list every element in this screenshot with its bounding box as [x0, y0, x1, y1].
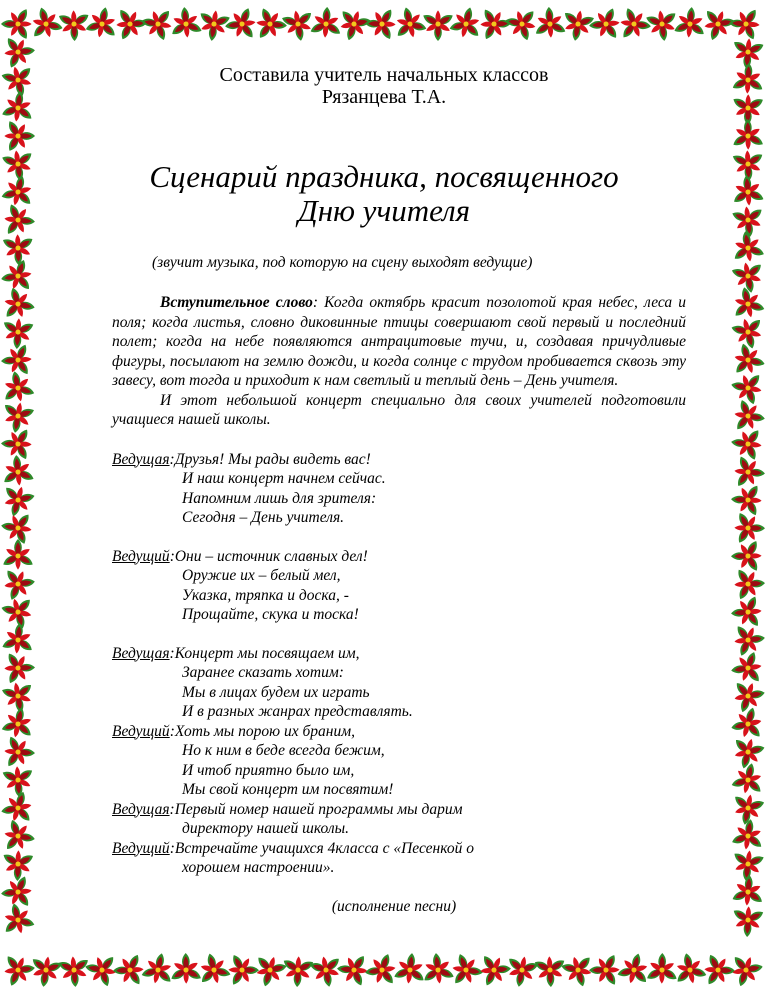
intro-label: Вступительное слово — [160, 294, 313, 311]
poinsettia-flower-icon — [670, 950, 709, 987]
poinsettia-flower-icon — [727, 339, 768, 378]
poinsettia-flower-icon — [0, 946, 39, 990]
speaker-label: Ведущая — [112, 800, 170, 818]
speaker-label: Ведущий — [112, 839, 170, 857]
poinsettia-flower-icon — [732, 397, 767, 435]
dialog-line: Друзья! Мы рады видеть вас! — [174, 450, 371, 468]
poinsettia-flower-icon — [1, 7, 32, 40]
poinsettia-flower-icon — [2, 817, 38, 855]
document-page — [112, 64, 686, 916]
poinsettia-flower-icon — [639, 949, 682, 993]
poinsettia-flower-icon — [727, 364, 768, 409]
poinsettia-flower-icon — [194, 949, 234, 987]
intro-paragraph-2: И этот небольшой концерт специально для своих учителей подготовили учащиеся нашей школы. — [112, 391, 686, 428]
dialog-line: Концерт мы посвящаем им, — [174, 644, 360, 662]
poinsettia-flower-icon — [727, 533, 768, 576]
poinsettia-flower-icon — [724, 672, 768, 717]
poinsettia-flower-icon — [613, 949, 658, 994]
poinsettia-flower-icon — [109, 947, 153, 989]
dialog-line: Напомним лишь для зрителя: — [182, 489, 377, 507]
poinsettia-flower-icon — [228, 953, 259, 987]
poinsettia-flower-icon — [728, 897, 768, 941]
poinsettia-flower-icon — [247, 3, 292, 47]
dialog-block-3: Ведущая : Концерт мы посвящаем им, Заранее сказать хотим: Мы в лицах будем их играть И в разных жанрах представлять. — [112, 644, 686, 722]
poinsettia-flower-icon — [0, 758, 38, 801]
stage-note: (звучит музыка, под которую на сцену выходят ведущие) — [152, 254, 533, 271]
dialog-line: И чтоб приятно было им, — [182, 761, 355, 779]
poinsettia-flower-icon — [668, 3, 709, 46]
poinsettia-flower-icon — [0, 116, 39, 159]
author-line-2: Рязанцева Т.А. — [321, 86, 447, 108]
poinsettia-flower-icon — [168, 5, 204, 39]
dialog-block-5: Ведущая : Первый номер нашей программы мы дарим директору нашей школы. — [112, 800, 686, 839]
poinsettia-flower-icon — [108, 4, 151, 46]
poinsettia-flower-icon — [725, 451, 768, 495]
poinsettia-flower-icon — [419, 949, 460, 992]
poinsettia-flower-icon — [25, 3, 65, 42]
poinsettia-flower-icon — [725, 1, 768, 45]
poinsettia-flower-icon — [0, 451, 40, 494]
poinsettia-flower-icon — [0, 703, 42, 748]
performance-note: (исполнение песни) — [331, 897, 457, 915]
dialog-line: И в разных жанрах представлять. — [182, 703, 413, 720]
poinsettia-flower-icon — [704, 953, 736, 988]
poinsettia-flower-icon — [0, 482, 38, 521]
intro-text-1: : Когда октябрь красит позолотой края небес, леса и поля; когда листья, словно диковинные птицы совершают свой первый и последний полет; когда на небе появляются антрацитовые тучи, и, создавая причудливые фигуры, посылают на землю дожди, и когда солнце с трудом пробивается сквозь эту завесу, вот тогда и приходит к нам светлый и теплый день – День учителя. — [112, 294, 686, 389]
dialog-block-1: Ведущая : Друзья! Мы рады видеть вас! И наш концерт начнем сейчас. Напомним лишь для зрителя: Сегодня – День учителя. — [112, 450, 686, 528]
poinsettia-flower-icon — [0, 339, 41, 383]
poinsettia-flower-icon — [1, 234, 35, 266]
dialog-line: Встречайте учащихся 4класса с «Песенкой о — [174, 839, 474, 857]
poinsettia-flower-icon — [3, 202, 37, 238]
poinsettia-flower-icon — [558, 950, 595, 989]
poinsettia-flower-icon — [1, 850, 35, 882]
poinsettia-flower-icon — [730, 874, 766, 907]
dialog-block-6: Ведущий : Встречайте учащихся 4класса с «Песенкой о хорошем настроении». — [112, 839, 686, 878]
poinsettia-flower-icon — [361, 4, 405, 47]
intro-section — [112, 293, 686, 430]
poinsettia-flower-icon — [727, 759, 768, 804]
speaker-label: Ведущая — [112, 644, 170, 662]
poinsettia-flower-icon — [0, 28, 39, 72]
dialog-section — [112, 450, 686, 878]
dialog-line: Сегодня – День учителя. — [182, 509, 345, 526]
poinsettia-flower-icon — [585, 947, 629, 990]
poinsettia-flower-icon — [308, 6, 343, 39]
poinsettia-flower-icon — [0, 142, 37, 184]
title-line-1: Сценарий праздника, посвященного — [149, 159, 619, 194]
dialog-line: Хоть мы порою их браним, — [174, 722, 355, 740]
speaker-label: Ведущий — [112, 722, 170, 740]
poinsettia-flower-icon — [363, 951, 398, 989]
author-block — [82, 64, 686, 108]
poinsettia-flower-icon — [0, 283, 38, 322]
dialog-line: Первый номер нашей программы мы дарим — [174, 800, 463, 818]
poinsettia-flower-icon — [725, 505, 768, 548]
poinsettia-flower-icon — [0, 87, 42, 132]
poinsettia-flower-icon — [0, 310, 41, 353]
dialog-line: Мы свой концерт им посвятим! — [182, 781, 394, 798]
dialog-line: Но к ним в беде всегда бежим, — [182, 742, 385, 759]
title-line-2: Дню учителя — [297, 193, 471, 228]
speaker-label: Ведущий — [112, 547, 170, 565]
poinsettia-flower-icon — [0, 731, 39, 775]
author-line-1: Составила учитель начальных классов — [219, 64, 549, 86]
poinsettia-flower-icon — [729, 259, 767, 295]
intro-paragraph-1 — [112, 293, 686, 391]
poinsettia-flower-icon — [56, 955, 92, 988]
poinsettia-flower-icon — [480, 7, 512, 41]
poinsettia-flower-icon — [54, 1, 98, 45]
dialog-block-4: Ведущий : Хоть мы порою их браним, Но к ним в беде всегда бежим, И чтоб приятно было им, Мы свой концерт им посвятим! — [112, 722, 686, 800]
dialog-line: Они – источник славных дел! — [174, 547, 368, 565]
poinsettia-flower-icon — [730, 482, 762, 517]
poinsettia-flower-icon — [415, 1, 458, 45]
dialog-line: Мы в лицах будем их играть — [182, 683, 370, 701]
dialog-line: И наш концерт начнем сейчас. — [182, 470, 386, 487]
poinsettia-flower-icon — [730, 174, 766, 207]
poinsettia-flower-icon — [2, 565, 37, 602]
poinsettia-flower-icon — [734, 566, 766, 601]
poinsettia-flower-icon — [221, 3, 266, 48]
speaker-label: Ведущая — [112, 450, 170, 468]
poinsettia-flower-icon — [728, 703, 768, 742]
poinsettia-flower-icon — [0, 899, 37, 937]
dialog-line: Заранее сказать хотим: — [182, 664, 344, 681]
poinsettia-flower-icon — [729, 649, 764, 687]
poinsettia-flower-icon — [447, 3, 487, 41]
poinsettia-flower-icon — [726, 621, 768, 662]
poinsettia-flower-icon — [163, 949, 206, 993]
poinsettia-flower-icon — [138, 5, 174, 43]
dialog-line: хорошем настроении». — [182, 859, 335, 876]
dialog-line: директору нашей школы. — [182, 820, 350, 837]
poinsettia-flower-icon — [392, 951, 429, 985]
dialog-line: Прощайте, скука и тоска! — [182, 606, 359, 623]
poinsettia-flower-icon — [1, 539, 34, 570]
poinsettia-flower-icon — [727, 591, 768, 635]
document-title — [82, 160, 686, 228]
poinsettia-flower-icon — [618, 6, 653, 43]
dialog-line: Оружие их – белый мел, — [182, 567, 341, 584]
poinsettia-flower-icon — [727, 312, 765, 352]
poinsettia-flower-icon — [727, 425, 768, 466]
poinsettia-flower-icon — [533, 956, 568, 988]
poinsettia-flower-icon — [0, 421, 41, 465]
poinsettia-flower-icon — [0, 645, 39, 689]
poinsettia-flower-icon — [137, 949, 182, 994]
dialog-line: Указка, тряпка и доска, - — [182, 586, 349, 604]
poinsettia-flower-icon — [82, 950, 118, 988]
poinsettia-flower-icon — [0, 619, 37, 662]
dialog-block-2: Ведущий : Они – источник славных дел! Оружие их – белый мел, Указка, тряпка и доска, - Прощайте, скука и тоска! — [112, 547, 686, 625]
